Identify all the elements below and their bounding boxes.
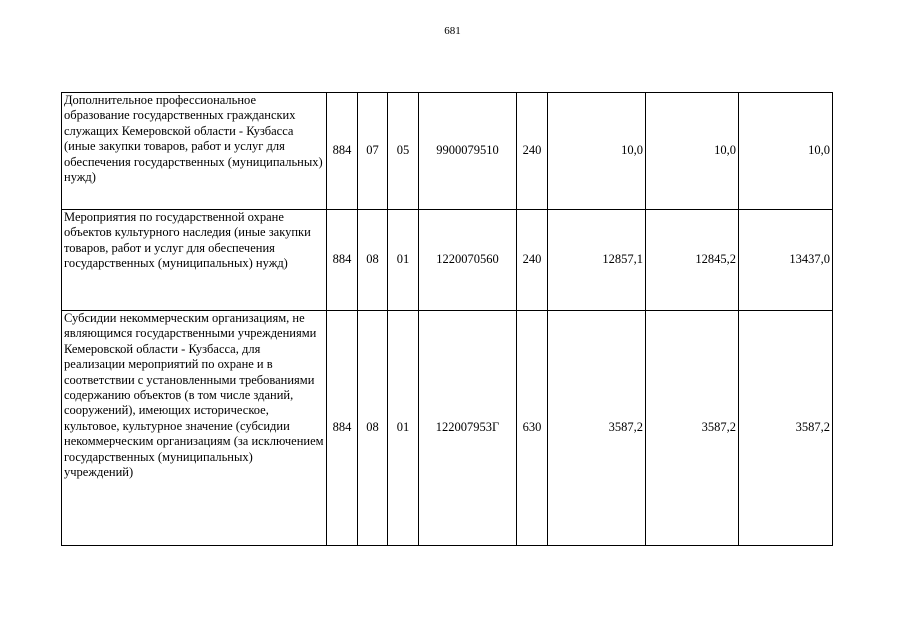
expense-type-code: 240	[517, 93, 548, 210]
amount-year-3: 10,0	[739, 93, 833, 210]
amount-year-1: 10,0	[548, 93, 646, 210]
amount-year-2: 3587,2	[646, 311, 739, 546]
target-article-code: 122007953Г	[419, 311, 517, 546]
page-number: 681	[444, 25, 461, 37]
table-row	[62, 93, 833, 210]
expense-type-code: 240	[517, 210, 548, 311]
amount-year-2: 12845,2	[646, 210, 739, 311]
row-description: Дополнительное профессиональное образование государственных гражданских служащих Кемеровской области - Кузбасса (иные закупки товаров, работ и услуг для обеспечения государственных (муниципальных) нужд)	[62, 93, 327, 210]
amount-year-1: 3587,2	[548, 311, 646, 546]
subsection-code: 01	[388, 311, 419, 546]
target-article-code: 9900079510	[419, 93, 517, 210]
row-description: Мероприятия по государственной охране объектов культурного наследия (иные закупки товаров, работ и услуг для обеспечения государственных (муниципальных) нужд)	[62, 210, 327, 311]
section-code: 08	[358, 210, 388, 311]
expense-type-code: 630	[517, 311, 548, 546]
budget-table	[61, 92, 833, 546]
section-code: 07	[358, 93, 388, 210]
ministry-code: 884	[327, 311, 358, 546]
amount-year-3: 3587,2	[739, 311, 833, 546]
subsection-code: 05	[388, 93, 419, 210]
target-article-code: 1220070560	[419, 210, 517, 311]
table-row	[62, 210, 833, 311]
section-code: 08	[358, 311, 388, 546]
amount-year-1: 12857,1	[548, 210, 646, 311]
row-description: Субсидии некоммерческим организациям, не являющимся государственными учреждениями Кемеровской области - Кузбасса, для реализации мероприятий по охране и в соответствии с установленными требованиями содержанию объектов (в том числе зданий, сооружений), имеющих историческое, культовое, культурное значение (субсидии некоммерческим организациям (за исключением государственных (муниципальных) учреждений)	[62, 311, 327, 546]
subsection-code: 01	[388, 210, 419, 311]
ministry-code: 884	[327, 93, 358, 210]
table-row	[62, 311, 833, 546]
amount-year-2: 10,0	[646, 93, 739, 210]
ministry-code: 884	[327, 210, 358, 311]
amount-year-3: 13437,0	[739, 210, 833, 311]
